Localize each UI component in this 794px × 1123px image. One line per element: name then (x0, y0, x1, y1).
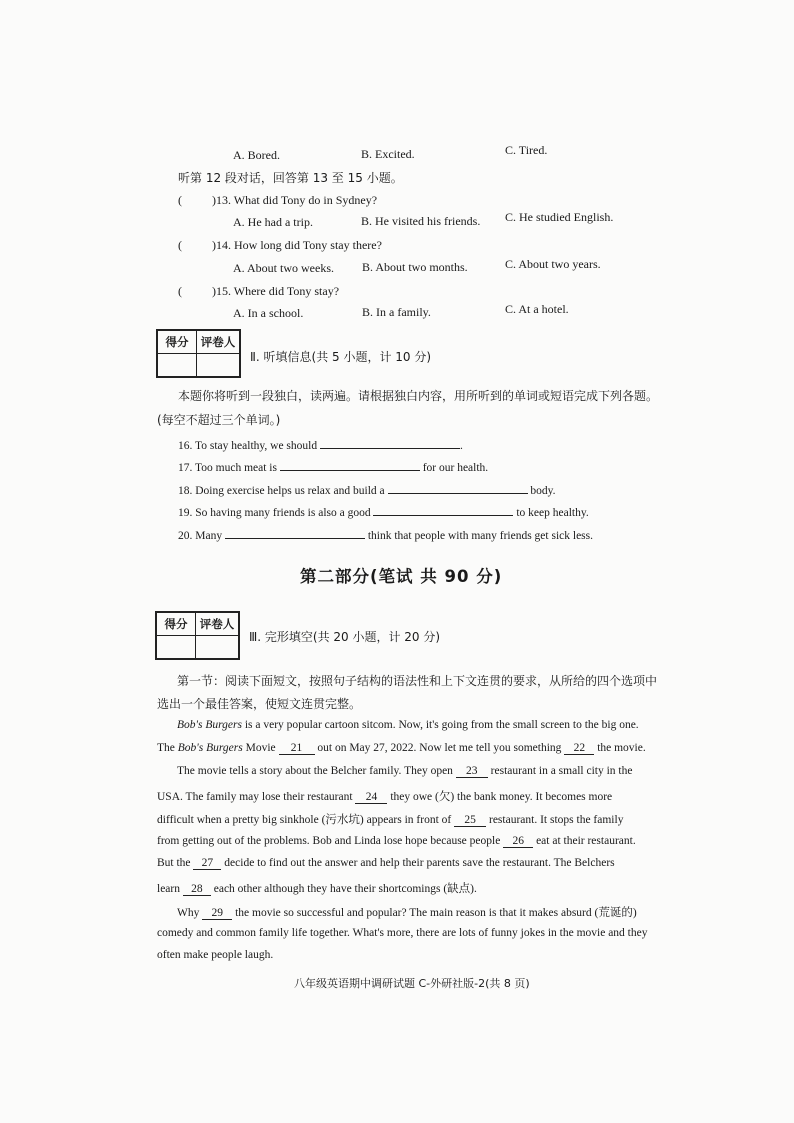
blank-27[interactable]: 27 (193, 857, 221, 870)
blank-21[interactable]: 21 (279, 742, 315, 755)
blank-26[interactable]: 26 (503, 835, 533, 848)
q15-stem (178, 284, 339, 299)
passage-text: the movie. (594, 742, 646, 754)
item-text: 18. Doing exercise helps us relax and build a (178, 485, 385, 497)
answer-paren: ( ) (178, 238, 216, 252)
passage-text: from getting out of the problems. Bob and Linda lose hope because people (157, 835, 504, 847)
passage-line: comedy and common family life together. What's more, there are lots of funny jokes in the movie and they (157, 927, 648, 939)
passage-text: The (157, 742, 178, 754)
passage-text: decide to find out the answer and help their parents save the restaurant. The Belchers (221, 857, 615, 869)
passage-line (177, 719, 639, 731)
q13-stem (178, 193, 377, 208)
q14-stem (178, 238, 382, 253)
blank-28[interactable]: 28 (183, 883, 211, 896)
score-box-section3 (155, 611, 240, 660)
passage-text: each other although they have their shortcomings (缺点). (210, 883, 477, 895)
answer-paren: ( ) (178, 284, 216, 298)
q15-option-c: C. At a hotel. (505, 302, 569, 316)
passage-line: often make people laugh. (157, 949, 274, 961)
grader-cell[interactable] (196, 636, 239, 659)
dialog12-instruction: 听第 12 段对话，回答第 13 至 15 小题。 (178, 171, 403, 185)
page-footer: 八年级英语期中调研试题 C-外研社版-2(共 8 页) (294, 977, 530, 990)
passage-line (157, 788, 612, 804)
passage-line (157, 835, 636, 848)
answer-paren: ( ) (178, 193, 216, 207)
item-text: 20. Many (178, 530, 223, 542)
answer-blank-17[interactable] (280, 458, 420, 471)
q15-option-b: B. In a family. (362, 305, 431, 319)
passage-text: USA. The family may lose their restaurant (157, 791, 356, 803)
passage-line (157, 880, 477, 896)
question-text: 13. What did Tony do in Sydney? (216, 193, 378, 207)
q12-option-c: C. Tired. (505, 143, 548, 157)
item-text: . (459, 440, 463, 452)
item-18 (178, 481, 556, 497)
item-text: 19. So having many friends is also a good (178, 507, 371, 519)
passage-text: out on May 27, 2022. Now let me tell you something (314, 742, 565, 754)
part2-title: 第二部分(笔试 共 90 分) (300, 567, 503, 586)
score-label: 得分 (158, 331, 197, 354)
grader-label: 评卷人 (196, 613, 239, 636)
q12-option-b: B. Excited. (361, 147, 415, 161)
answer-blank-16[interactable] (320, 436, 460, 449)
blank-23[interactable]: 23 (456, 765, 488, 778)
passage-text: difficult when a pretty big sinkhole (污水坑) appears in front of (157, 814, 455, 826)
item-16 (178, 436, 463, 452)
section2-title: Ⅱ. 听填信息(共 5 小题，计 10 分) (250, 350, 432, 364)
passage-line (157, 857, 615, 870)
passage-line (177, 904, 637, 920)
show-title: Bob's Burgers (177, 719, 242, 731)
section3-title: Ⅲ. 完形填空(共 20 小题，计 20 分) (249, 630, 441, 644)
score-cell[interactable] (157, 636, 196, 659)
passage-line (177, 765, 632, 778)
passage-text: The movie tells a story about the Belcher family. They open (177, 765, 456, 777)
question-text: 14. How long did Tony stay there? (216, 238, 382, 252)
passage-text: learn (157, 883, 183, 895)
grader-label: 评卷人 (197, 331, 240, 354)
passage-text: Why (177, 907, 203, 919)
score-label: 得分 (157, 613, 196, 636)
q14-option-a: A. About two weeks. (233, 261, 334, 275)
q13-option-b: B. He visited his friends. (361, 214, 481, 228)
q15-option-a: A. In a school. (233, 306, 304, 320)
item-20 (178, 526, 593, 542)
passage-line (157, 811, 623, 827)
q14-option-b: B. About two months. (362, 260, 468, 274)
blank-24[interactable]: 24 (355, 791, 387, 804)
passage-line (157, 742, 646, 755)
item-text: to keep healthy. (516, 507, 589, 519)
passage-text: But the (157, 857, 194, 869)
score-cell[interactable] (158, 354, 197, 377)
section2-instruction: 本题你将听到一段独白，读两遍。请根据独白内容，用所听到的单词或短语完成下列各题。 (178, 389, 659, 403)
answer-blank-20[interactable] (225, 526, 365, 539)
grader-cell[interactable] (197, 354, 240, 377)
passage-text: is a very popular cartoon sitcom. Now, it's going from the small screen to the big one. (241, 719, 639, 731)
question-text: 15. Where did Tony stay? (216, 284, 340, 298)
answer-blank-19[interactable] (373, 503, 513, 516)
answer-blank-18[interactable] (388, 481, 528, 494)
item-text: think that people with many friends get sick less. (367, 530, 594, 542)
q13-option-c: C. He studied English. (505, 210, 614, 224)
blank-29[interactable]: 29 (202, 907, 232, 920)
item-text: body. (530, 485, 556, 497)
section3-instruction: 第一节：阅读下面短文，按照句子结构的语法性和上下文连贯的要求，从所给的四个选项中 (177, 674, 658, 688)
blank-22[interactable]: 22 (564, 742, 594, 755)
section2-instruction-note: (每空不超过三个单词。) (157, 413, 281, 427)
item-19 (178, 503, 589, 519)
item-17 (178, 458, 488, 474)
q13-option-a: A. He had a trip. (233, 215, 313, 229)
passage-text: eat at their restaurant. (533, 835, 636, 847)
passage-text: Movie (242, 742, 279, 754)
item-text: 16. To stay healthy, we should (178, 440, 318, 452)
score-box-section2 (156, 329, 241, 378)
show-title: Bob's Burgers (177, 742, 243, 754)
item-text: 17. Too much meat is (178, 462, 277, 474)
passage-text: restaurant. It stops the family (486, 814, 624, 826)
passage-text: the movie so successful and popular? The main reason is that it makes absurd (荒诞的) (232, 907, 637, 919)
passage-text: restaurant in a small city in the (487, 765, 633, 777)
blank-25[interactable]: 25 (454, 814, 486, 827)
item-text: for our health. (422, 462, 489, 474)
q14-option-c: C. About two years. (505, 257, 601, 271)
q12-option-a: A. Bored. (233, 148, 280, 162)
passage-text: they owe (欠) the bank money. It becomes more (387, 791, 613, 803)
section3-instruction-cont: 选出一个最佳答案，使短文连贯完整。 (157, 697, 362, 711)
